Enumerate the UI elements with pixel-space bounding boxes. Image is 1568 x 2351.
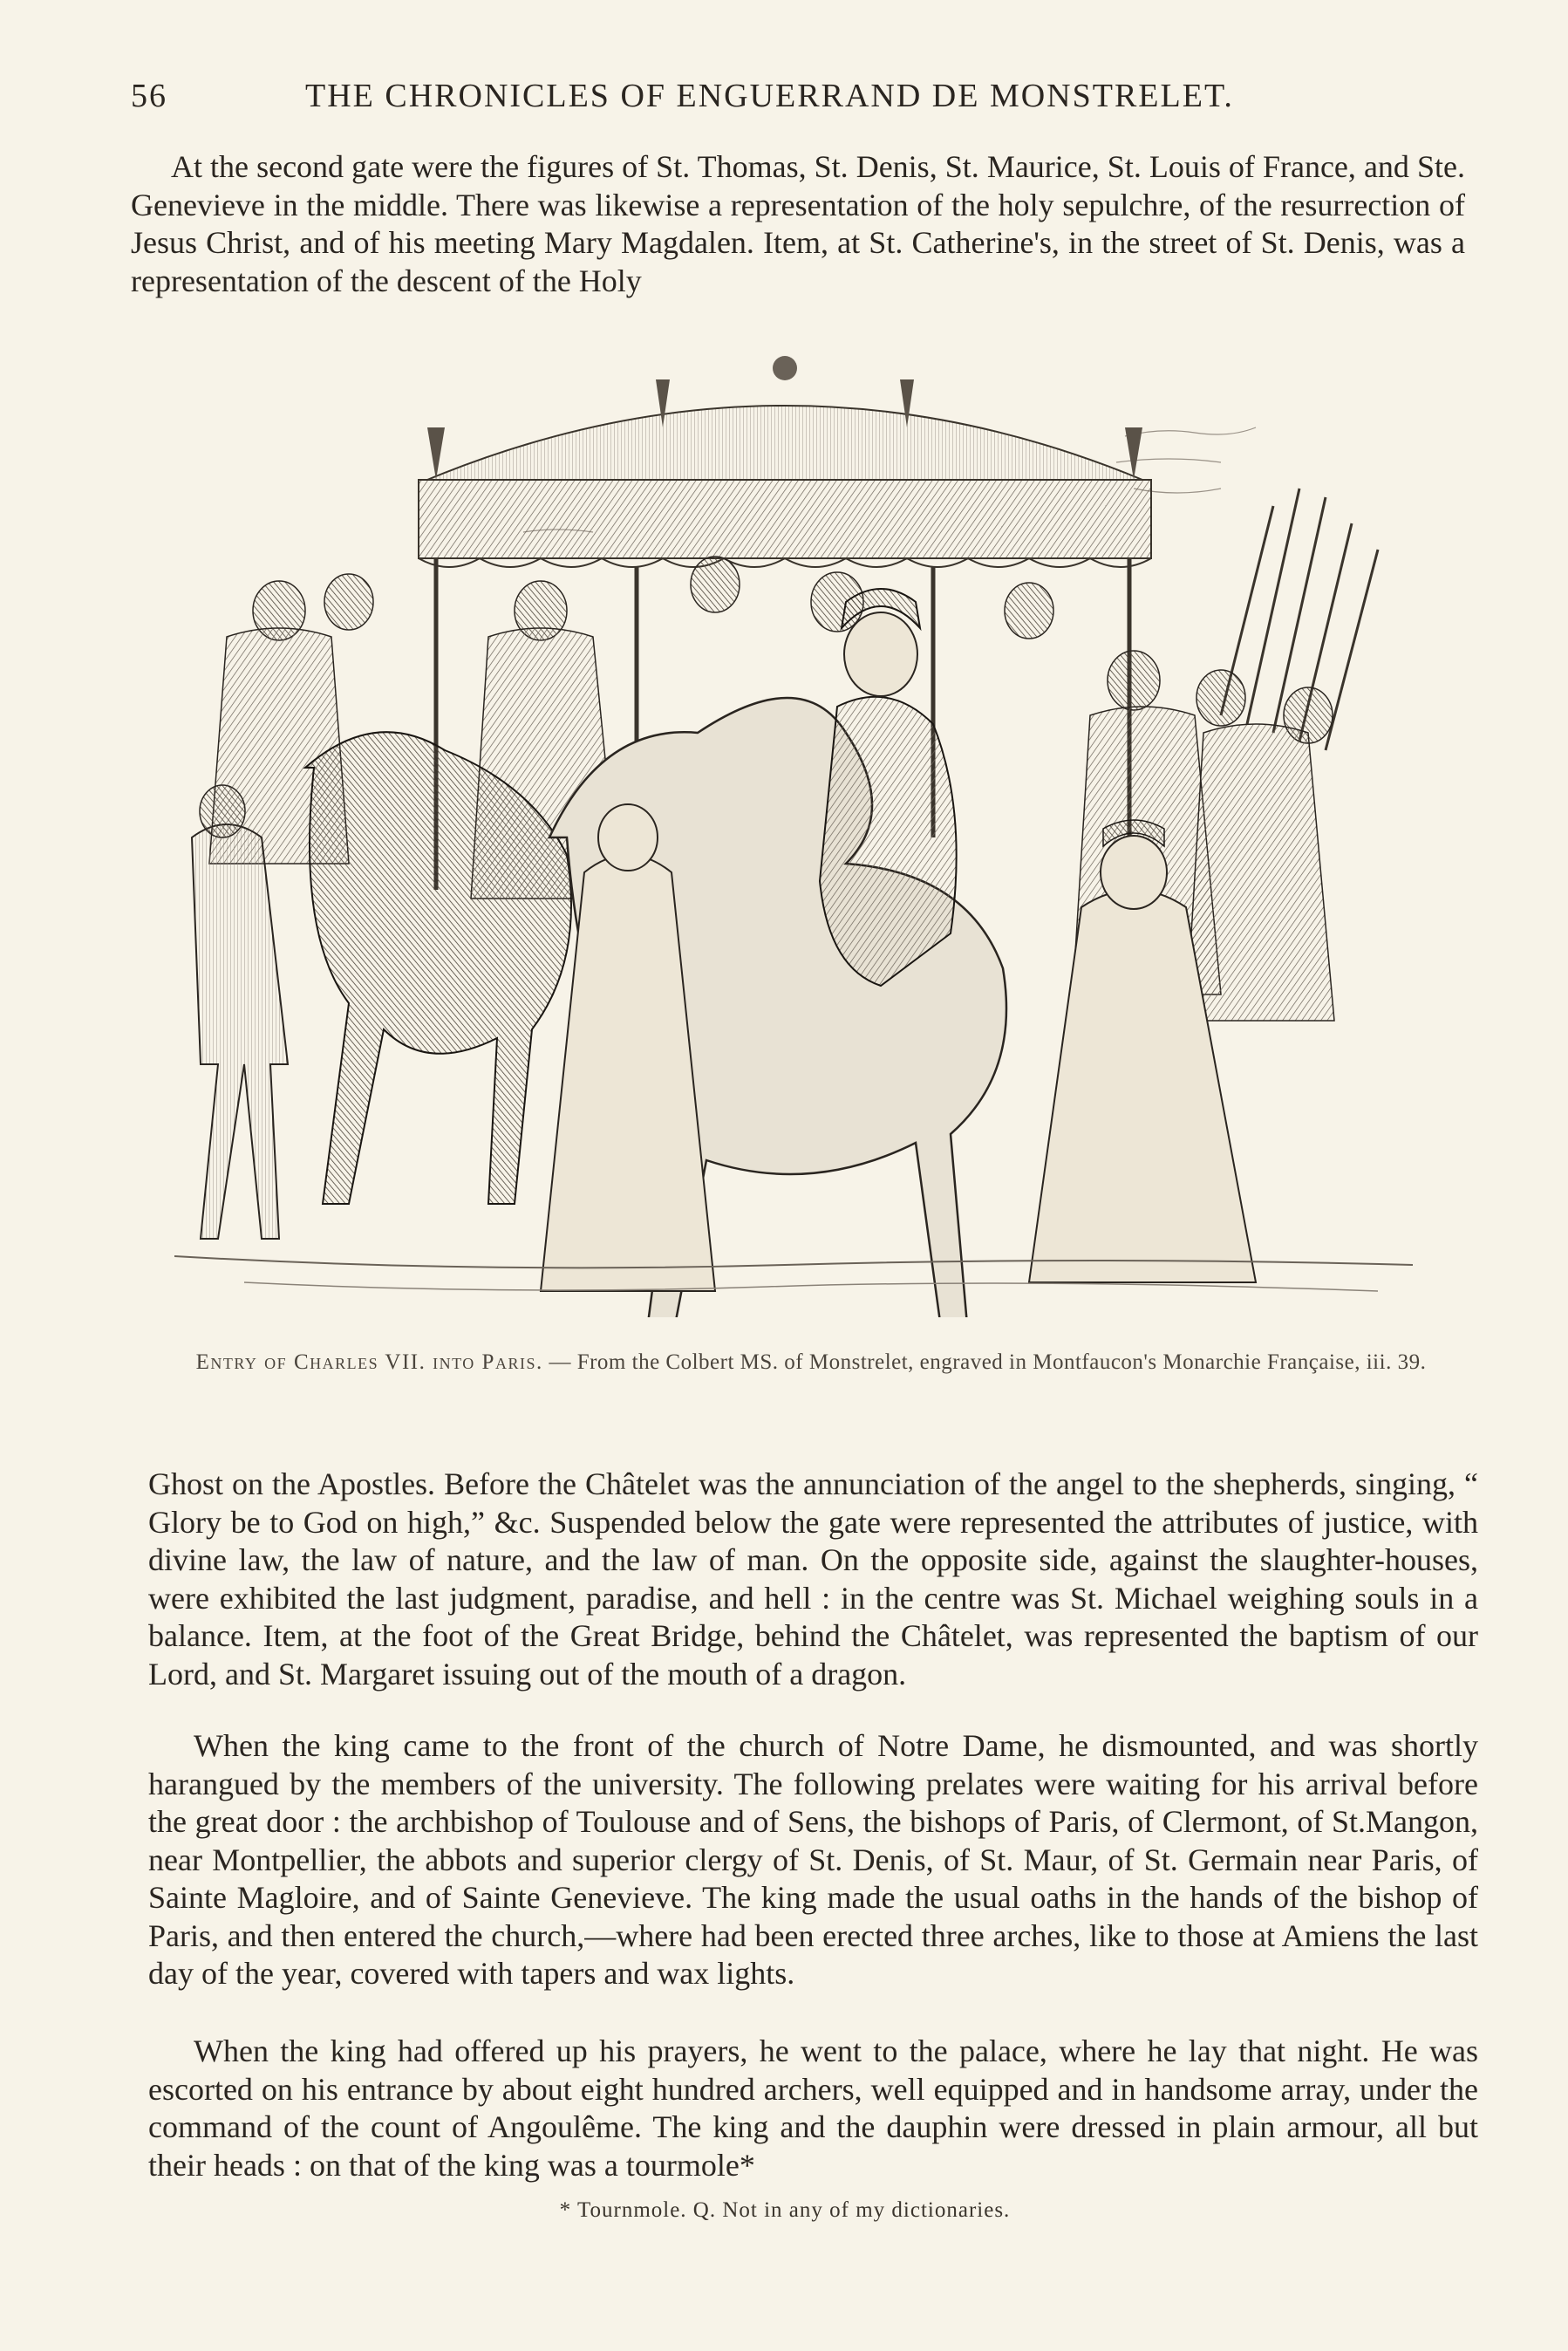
caption-text: — From the Colbert MS. of Monstrelet, engraved in Montfaucon's Monarchie Française, iii. 39. [542,1350,1427,1374]
page-number: 56 [131,78,167,114]
figure-caption [192,1348,1430,1377]
paragraph-1: At the second gate were the figures of St. Thomas, St. Denis, St. Maurice, St. Louis of France, and Ste. Genevieve in the middle. There was likewise a representation of the holy sepulchre, of the resurrection of Jesus Christ, and of his meeting Mary Magdalen. Item, at St. Catherine's, in the street of St. Denis, was a representation of the descent of the Holy [131,149,1465,298]
engraving-illustration [174,349,1413,1317]
page-header [131,77,1483,129]
paragraph-4: When the king had offered up his prayers, he went to the palace, where he lay that night. He was escorted on his entrance by about eight hundred archers, well equipped and in handsome array, under the command of the count of Angoulême. The king and the dauphin were dressed in plain armour, all but their heads : on that of the king was a tourmole* [148,2033,1478,2183]
running-title: THE CHRONICLES OF ENGUERRAND DE MONSTRELET. [305,78,1234,114]
caption-title: Entry of Charles VII. into Paris. [195,1350,543,1374]
paragraph-2: Ghost on the Apostles. Before the Châtelet was the annunciation of the angel to the shepherds, singing, “ Glory be to God on high,” &c. Suspended below the gate were represented the attributes of justice, with divine law, the law of nature, and the law of man. On the opposite side, against the slaughter-houses, were exhibited the last judgment, paradise, and hell : in the centre was St. Michael weighing souls in a balance. Item, at the foot of the Great Bridge, behind the Châtelet, was represented the baptism of our Lord, and St. Margaret issuing out of the mouth of a dragon. [148,1466,1478,1691]
paragraph-3: When the king came to the front of the church of Notre Dame, he dismounted, and was shortly harangued by the members of the university. The following prelates were waiting for his arrival before the great door : the archbishop of Toulouse and of Sens, the bishops of Paris, of Clermont, of St.Mangon, near Montpellier, the abbots and superior clergy of St. Denis, of St. Maur, of St. Germain near Paris, of Sainte Magloire, and of Sainte Genevieve. The king made the usual oaths in the hands of the bishop of Paris, and then entered the church,—where had been erected three arches, like to those at Amiens the last day of the year, covered with tapers and wax lights. [148,1728,1478,1991]
footnote: * Tournmole. Q. Not in any of my dictionaries. [559,2198,1011,2222]
